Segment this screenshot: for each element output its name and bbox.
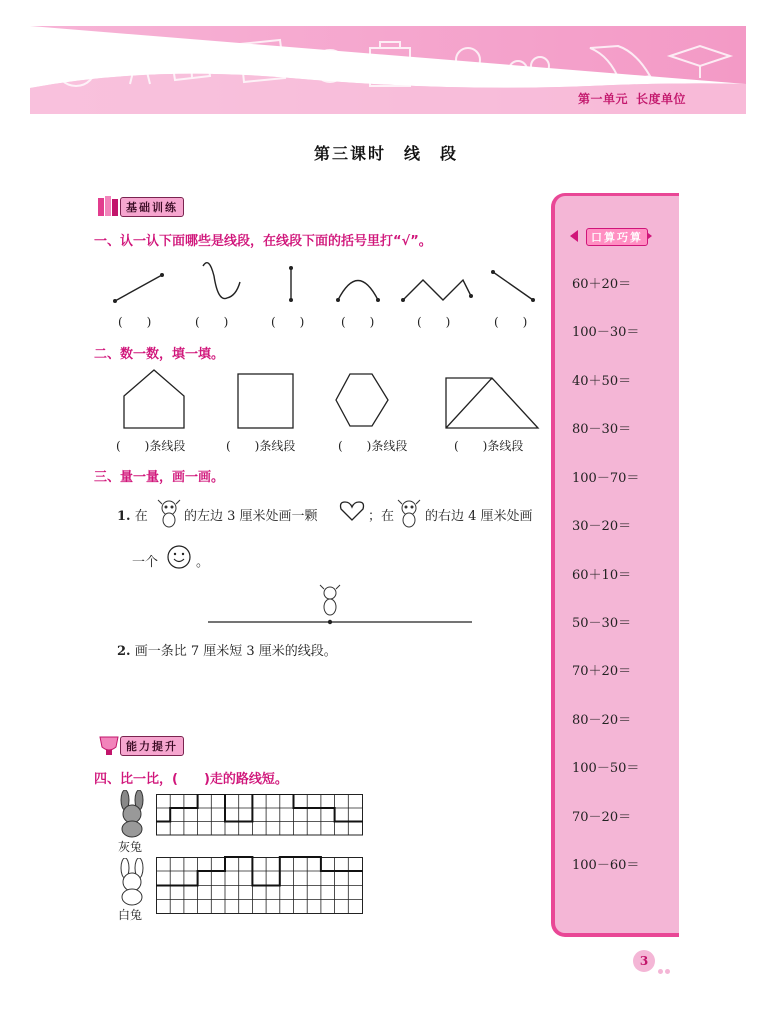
ability-label: 能力提升 xyxy=(120,736,184,756)
q3-1-text-f: 。 xyxy=(196,555,210,570)
q3-1-text-a: 在 xyxy=(134,509,148,524)
calc-item[interactable]: 50－30＝ xyxy=(572,616,632,631)
figure-segment-6 xyxy=(493,272,533,300)
gray-rabbit-label: 灰兔 xyxy=(118,840,143,854)
globe-icon xyxy=(56,46,96,86)
q3-1-text-d: 的右边 4 厘米处画 xyxy=(425,509,533,524)
lesson-title: 第三课时 线 段 xyxy=(313,144,458,163)
basic-training-label: 基础训练 xyxy=(120,197,184,217)
calc-item[interactable]: 80－30＝ xyxy=(572,422,632,437)
calc-item[interactable]: 100－60＝ xyxy=(572,858,640,873)
square-shape xyxy=(238,374,293,428)
unit-number: 第一单元 xyxy=(578,92,629,106)
question-2-heading: 二、数一数，填一填。 xyxy=(94,347,225,362)
basic-training-badge xyxy=(96,194,206,216)
heart-icon xyxy=(339,500,365,522)
gray-rabbit-icon xyxy=(112,790,154,838)
figure-curve-2 xyxy=(203,263,240,299)
mental-math-title xyxy=(568,226,654,246)
calc-item[interactable]: 70＋20＝ xyxy=(572,664,632,679)
q1-answer-2[interactable]: ( ) xyxy=(195,315,229,329)
calc-item[interactable]: 30－20＝ xyxy=(572,519,632,534)
q3-1-text-b: 的左边 3 厘米处画一颗 xyxy=(184,509,318,524)
q3-1-text-c: ；在 xyxy=(368,509,395,524)
ability-badge xyxy=(96,733,206,755)
q2-shapes xyxy=(118,368,548,430)
white-rabbit-label: 白兔 xyxy=(118,908,143,922)
calc-item[interactable]: 40＋50＝ xyxy=(572,374,632,389)
page-dots xyxy=(658,959,672,978)
calc-item[interactable]: 100－70＝ xyxy=(572,471,640,486)
question-3-heading: 三、量一量，画一画。 xyxy=(94,470,225,485)
figure-segment-1 xyxy=(115,275,162,301)
q3-2-line xyxy=(117,640,337,659)
q2-answer-1[interactable]: ( )条线段 xyxy=(116,439,186,453)
calc-item[interactable]: 100－50＝ xyxy=(572,761,640,776)
q3-1-text-e: 一个 xyxy=(132,555,159,570)
unit-label xyxy=(578,90,686,107)
calc-item[interactable]: 70－20＝ xyxy=(572,810,632,825)
q1-answer-4[interactable]: ( ) xyxy=(341,315,375,329)
hexagon-shape xyxy=(336,374,388,426)
smiley-icon xyxy=(166,544,192,570)
figure-zigzag-5 xyxy=(403,280,471,300)
measure-line xyxy=(206,583,474,627)
q1-answer-1[interactable]: ( ) xyxy=(118,315,152,329)
calc-item[interactable]: 60＋20＝ xyxy=(572,277,632,292)
q3-1-number: 1. xyxy=(117,509,131,524)
white-rabbit-icon xyxy=(112,858,154,906)
q2-answer-2[interactable]: ( )条线段 xyxy=(226,439,296,453)
bag-icon xyxy=(370,42,410,86)
trapezoid-shape xyxy=(446,378,538,428)
q1-figures xyxy=(105,258,545,308)
calc-item[interactable]: 60＋10＝ xyxy=(572,568,632,583)
calc-item[interactable]: 100－30＝ xyxy=(572,325,640,340)
question-4-heading: 四、比一比，( )走的路线短。 xyxy=(94,772,288,787)
q2-answer-4[interactable]: ( )条线段 xyxy=(454,439,524,453)
cow-icon-2 xyxy=(396,496,422,530)
question-1-heading: 一、认一认下面哪些是线段，在线段下面的括号里打“√”。 xyxy=(94,234,432,249)
q1-answer-3[interactable]: ( ) xyxy=(271,315,305,329)
mental-math-label: 口算巧算 xyxy=(586,228,648,246)
q3-2-number: 2. xyxy=(117,644,131,659)
page-number: 3 xyxy=(633,950,655,972)
figure-arc-4 xyxy=(338,281,378,301)
q3-1-line1 xyxy=(117,505,148,524)
gray-rabbit-grid xyxy=(157,795,363,836)
q2-answer-3[interactable]: ( )条线段 xyxy=(338,439,408,453)
unit-topic: 长度单位 xyxy=(636,92,687,106)
cow-icon xyxy=(156,496,182,530)
q3-2-text: 画一条比 7 厘米短 3 厘米的线段。 xyxy=(134,644,337,659)
route-grids xyxy=(156,794,366,916)
q1-answer-6[interactable]: ( ) xyxy=(494,315,528,329)
q1-answer-5[interactable]: ( ) xyxy=(417,315,451,329)
calc-item[interactable]: 80－20＝ xyxy=(572,713,632,728)
pentagon-shape xyxy=(124,370,184,428)
